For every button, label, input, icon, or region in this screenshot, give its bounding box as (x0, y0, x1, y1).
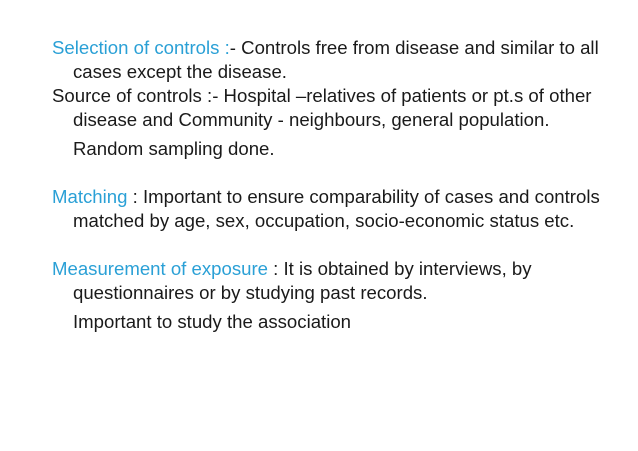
measurement-of-exposure-term: Measurement of exposure (52, 258, 269, 279)
matching-text: : Important to ensure comparability of cases and controls matched by age, sex, occupation, socio-economic status etc. (73, 186, 600, 231)
matching-term: Matching (52, 186, 128, 207)
measurement-of-exposure-text: : It is obtained by interviews, by questionnaires or by studying past records. (73, 258, 532, 303)
slide-body (52, 36, 612, 334)
random-sampling-line: Random sampling done. (73, 138, 275, 159)
source-of-controls-text: Source of controls :- Hospital –relatives of patients or pt.s of other disease and Community - neighbours, general population. (52, 85, 592, 130)
selection-of-controls-text: - Controls free from disease and similar to all cases except the disease. (73, 37, 599, 82)
association-line: Important to study the association (73, 311, 352, 332)
source-of-controls-paragraph (52, 84, 612, 132)
matching-paragraph (52, 185, 612, 233)
selection-of-controls-term: Selection of controls : (52, 37, 230, 58)
measurement-of-exposure-paragraph (52, 257, 612, 305)
selection-of-controls-paragraph (52, 36, 612, 84)
